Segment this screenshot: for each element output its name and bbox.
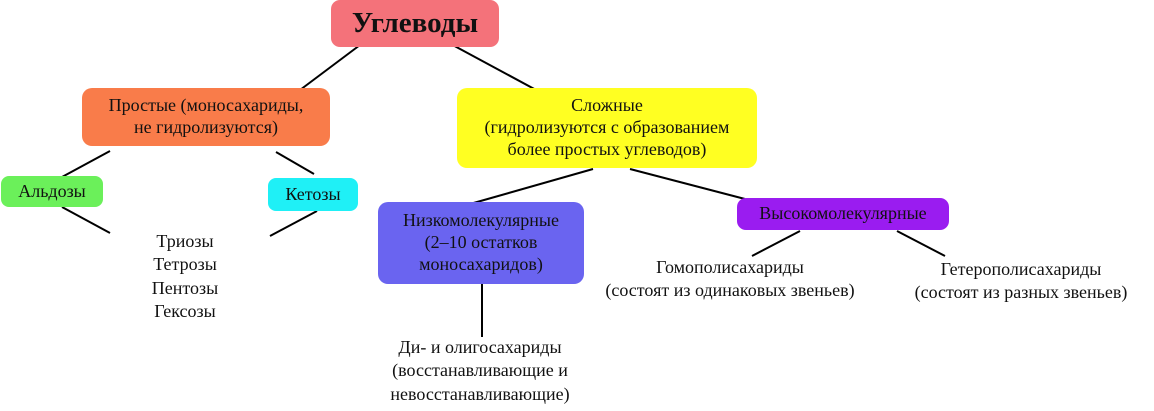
node-ketoses: Кетозы xyxy=(268,178,358,211)
node-homopolysaccharides: Гомополисахариды (состоят из одинаковых звеньев) xyxy=(605,257,855,301)
root-node-carbohydrates: Углеводы xyxy=(331,0,499,47)
edge-highmol-homo xyxy=(752,231,800,256)
node-heteropolysaccharides: Гетерополисахариды (состоят из разных звеньев) xyxy=(914,259,1128,303)
node-oligosaccharides: Ди- и олигосахариды (восстанавливающие и невосстанавливающие) xyxy=(390,337,570,404)
edge-aldoses-types xyxy=(62,207,110,233)
node-aldoses: Альдозы xyxy=(1,176,103,207)
node-simple: Простые (моносахариды, не гидролизуются) xyxy=(82,88,330,146)
edge-complex-lowmol xyxy=(470,169,593,204)
edge-ketoses-types xyxy=(270,211,317,236)
edge-highmol-hetero xyxy=(897,231,945,256)
node-complex: Сложные (гидролизуются с образованием более простых углеводов) xyxy=(457,88,757,168)
edge-simple-ketoses xyxy=(276,152,314,174)
node-monosaccharide-types: Триозы Тетрозы Пентозы Гексозы xyxy=(151,231,219,322)
node-low-molecular: Низкомолекулярные (2–10 остатков моносахаридов) xyxy=(378,202,584,284)
edge-complex-highmol xyxy=(630,169,745,199)
edge-simple-aldoses xyxy=(62,151,110,177)
node-high-molecular: Высокомолекулярные xyxy=(737,198,949,230)
